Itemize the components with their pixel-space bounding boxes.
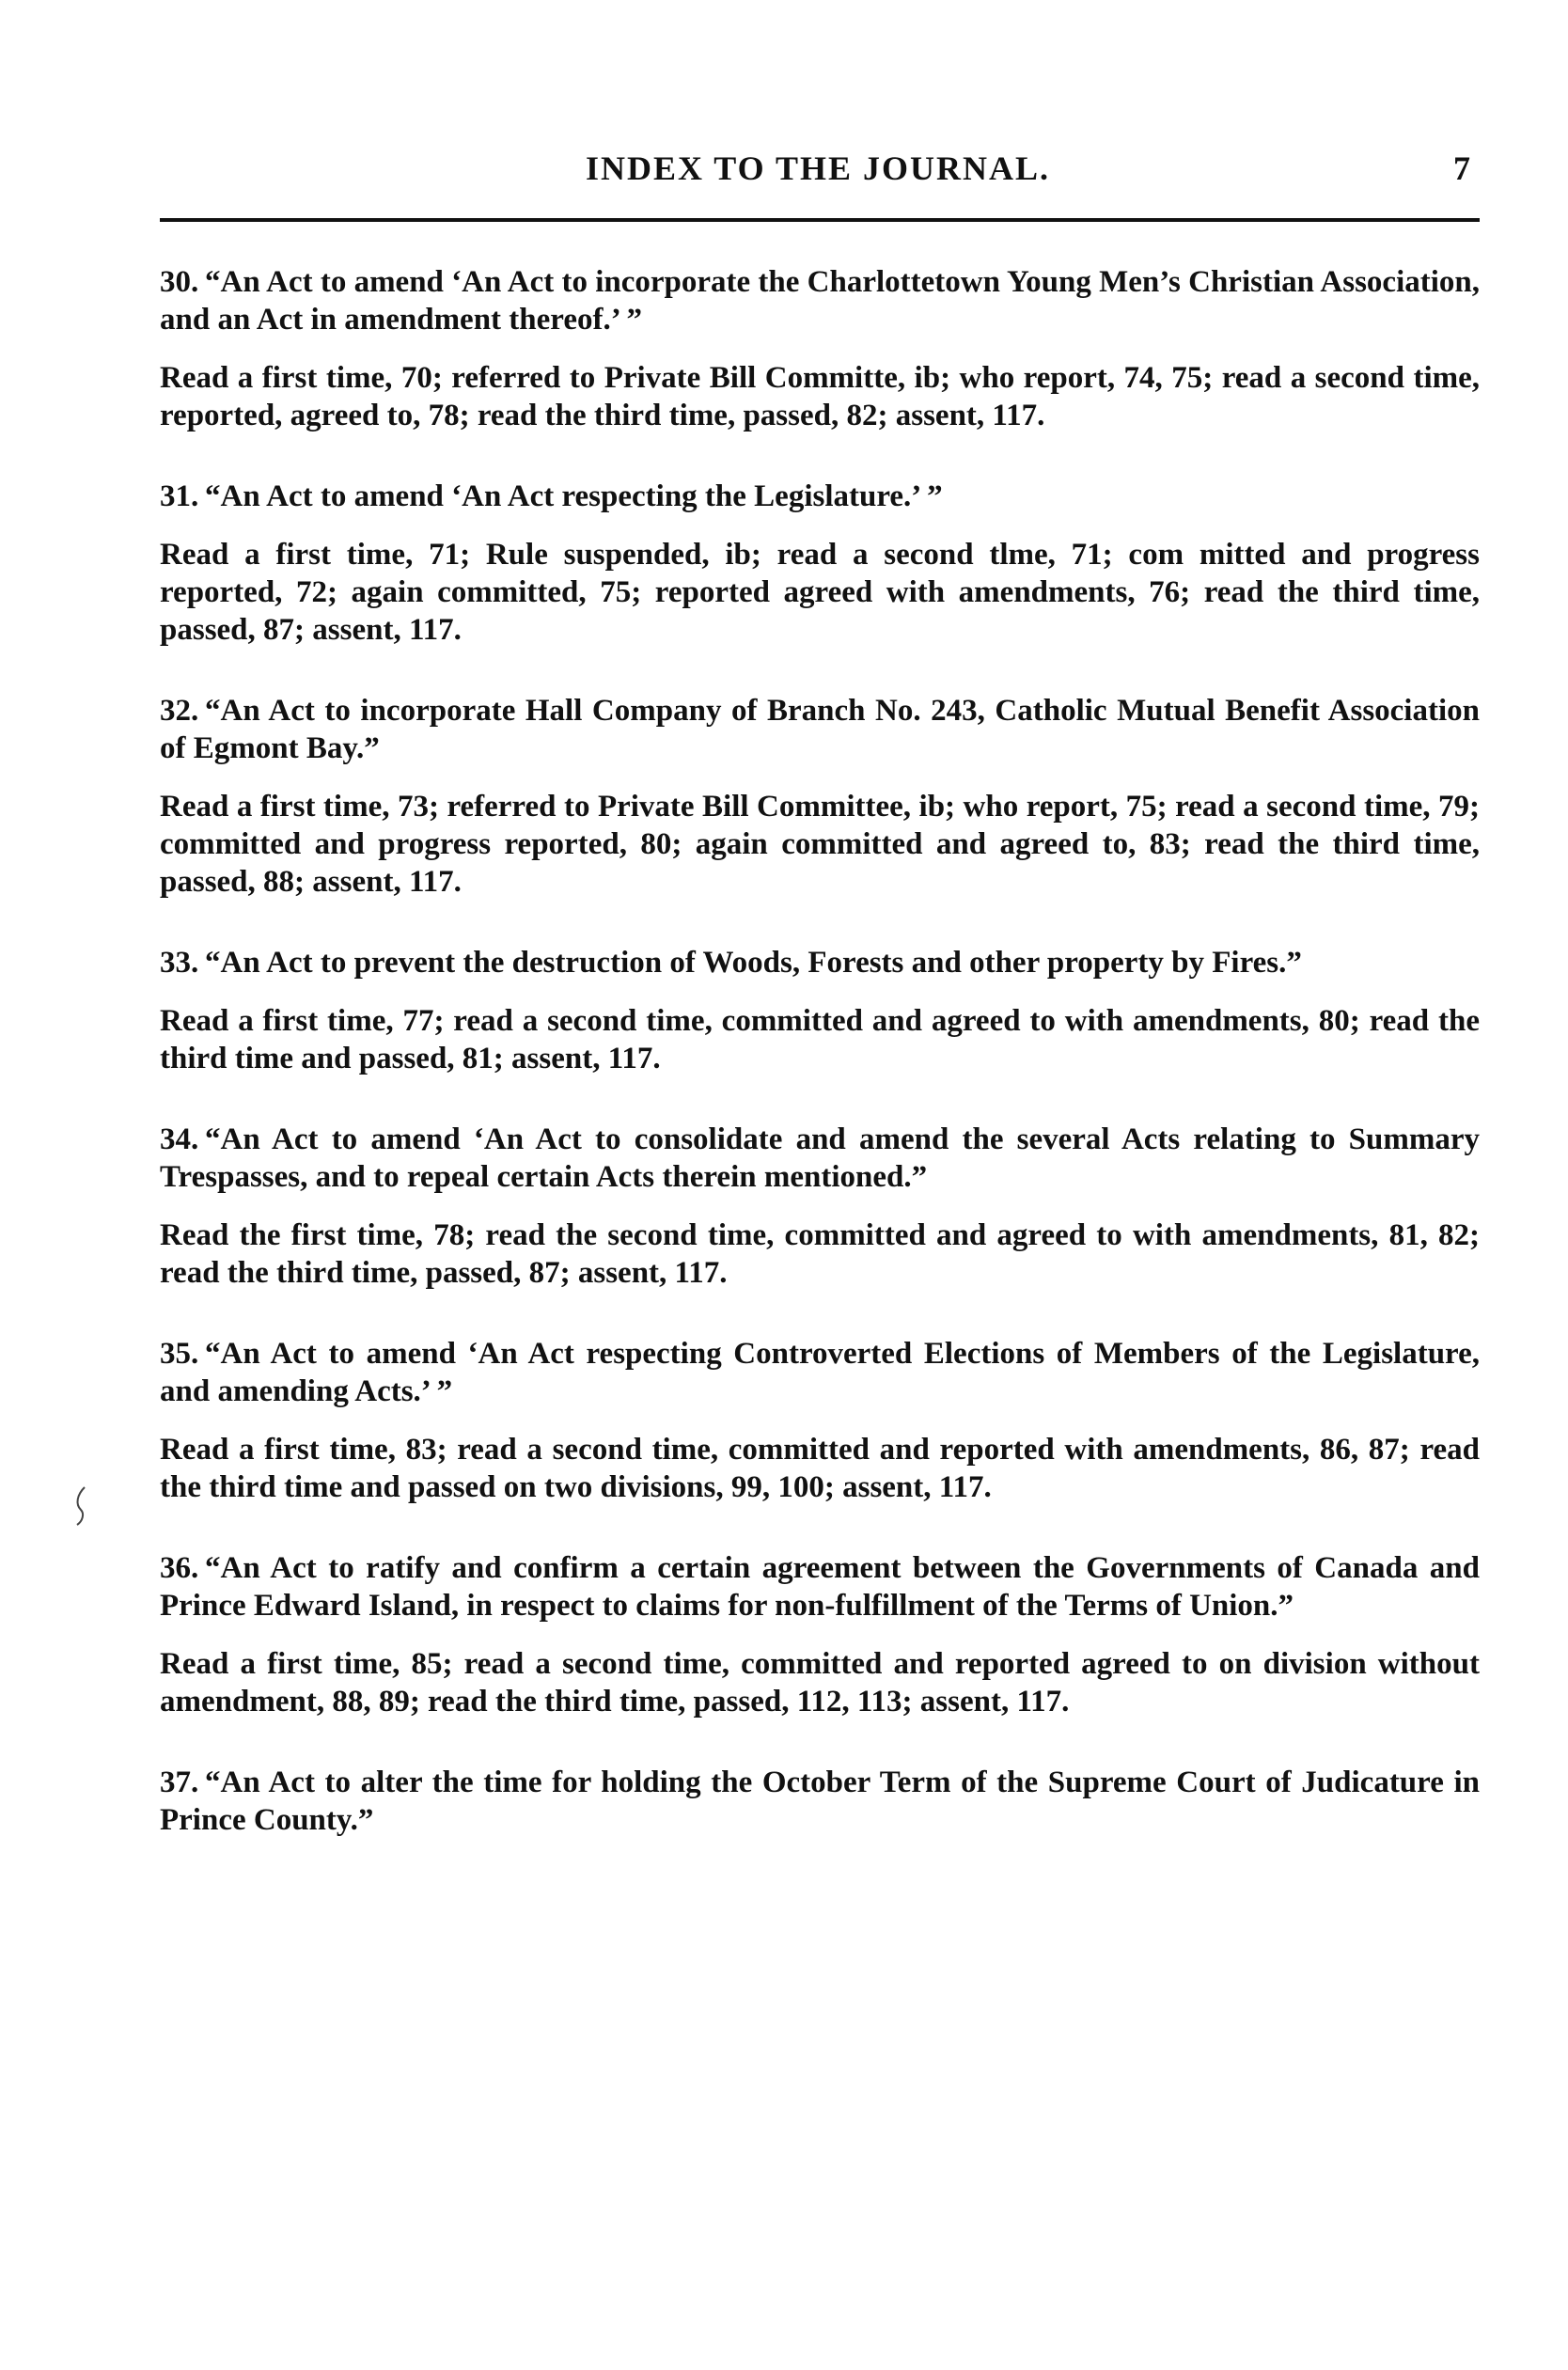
entry-proceedings: Read a first time, 83; read a second time, committed and reported with amendments, 86, 87; read the third time and passed on two divisions, 99, 100; assent, 117. (160, 1433, 1480, 1504)
index-entry (160, 263, 1480, 434)
entry-title: “An Act to amend ‘An Act respecting the Legislature.’ ” (205, 479, 943, 513)
entry-heading (160, 1335, 1480, 1410)
index-entry (160, 478, 1480, 649)
entry-heading (160, 1121, 1480, 1196)
header-rule (160, 218, 1480, 222)
entry-proceedings: Read a first time, 77; read a second time, committed and agreed to with amendments, 80; read the third time and passed, 81; assent, 117. (160, 1004, 1480, 1075)
entry-number: 35. (160, 1337, 199, 1371)
index-entry (160, 1549, 1480, 1720)
entry-number: 30. (160, 265, 199, 299)
entry-heading (160, 692, 1480, 767)
entry-proceedings: Read a first time, 70; referred to Private Bill Committe, ib; who report, 74, 75; read a second time, reported, agreed to, 78; read the third time, passed, 82; assent, 117. (160, 361, 1480, 432)
index-entry (160, 1335, 1480, 1506)
index-entry (160, 692, 1480, 901)
entry-heading (160, 478, 1480, 515)
entry-heading (160, 1764, 1480, 1839)
entry-proceedings: Read the first time, 78; read the second time, committed and agreed to with amendments, 81, 82; read the third time, passed, 87; assent, 117. (160, 1218, 1480, 1290)
entry-number: 32. (160, 694, 199, 728)
entry-title: “An Act to incorporate Hall Company of Branch No. 243, Catholic Mutual Benefit Association of Egmont Bay.” (160, 694, 1480, 765)
entry-number: 34. (160, 1122, 199, 1156)
index-entry (160, 944, 1480, 1077)
entry-title: “An Act to amend ‘An Act to consolidate and amend the several Acts relating to Summary Trespasses, and to repeal certain Acts therein mentioned.” (160, 1122, 1480, 1194)
page-number: 7 (1453, 149, 1470, 187)
entry-title: “An Act to prevent the destruction of Woods, Forests and other property by Fires.” (205, 946, 1302, 980)
entry-number: 31. (160, 479, 199, 513)
pencil-tick-icon (71, 1485, 90, 1527)
entry-heading (160, 944, 1480, 981)
entry-proceedings: Read a first time, 71; Rule suspended, ib; read a second tlme, 71; com mitted and progress reported, 72; again committed, 75; reported agreed with amendments, 76; read the third time, passed, 87; assent, 117. (160, 538, 1480, 647)
entry-title: “An Act to amend ‘An Act to incorporate the Charlottetown Young Men’s Christian Association, and an Act in amendment thereof.’ ” (160, 265, 1480, 337)
handwritten-margin-mark (71, 1485, 90, 1535)
entry-title: “An Act to ratify and confirm a certain agreement between the Governments of Canada and Prince Edward Island, in respect to claims for non-fulfillment of the Terms of Union.” (160, 1551, 1480, 1623)
entry-title: “An Act to alter the time for holding the October Term of the Supreme Court of Judicature in Prince County.” (160, 1766, 1480, 1837)
index-entry (160, 1121, 1480, 1292)
entry-number: 36. (160, 1551, 199, 1585)
entry-title: “An Act to amend ‘An Act respecting Controverted Elections of Members of the Legislature, and amending Acts.’ ” (160, 1337, 1480, 1408)
entry-proceedings: Read a first time, 85; read a second time, committed and reported agreed to on division without amendment, 88, 89; read the third time, passed, 112, 113; assent, 117. (160, 1647, 1480, 1719)
index-entries (160, 263, 1480, 1882)
entry-heading (160, 1549, 1480, 1624)
running-title: INDEX TO THE JOURNAL. (585, 149, 1051, 187)
page-header (160, 149, 1476, 196)
entry-heading (160, 263, 1480, 338)
entry-number: 33. (160, 946, 199, 980)
index-entry (160, 1764, 1480, 1839)
entry-number: 37. (160, 1766, 199, 1799)
entry-proceedings: Read a first time, 73; referred to Private Bill Committee, ib; who report, 75; read a second time, 79; committed and progress reported, 80; again committed and agreed to, 83; read the third time, passed, 88; assent, 117. (160, 790, 1480, 899)
